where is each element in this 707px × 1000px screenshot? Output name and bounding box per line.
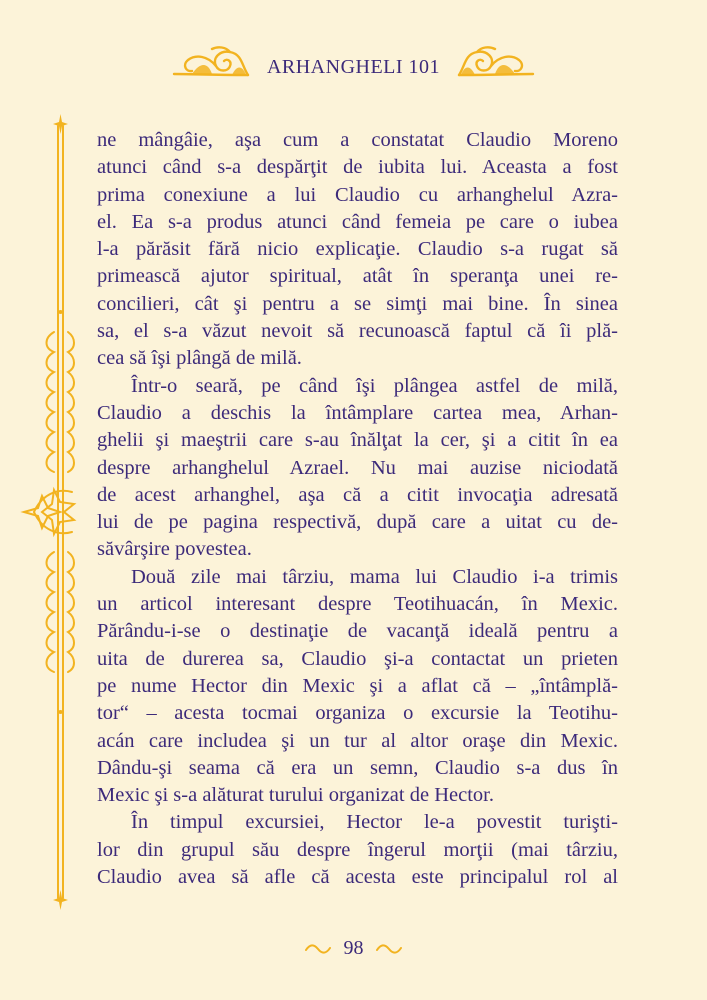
paragraph-3 bbox=[97, 564, 618, 810]
text-line: concilieri, cât şi pentru a se simţi mai bine. În sinea bbox=[97, 292, 618, 315]
text-line: atunci când s-a despărţit de iubita lui. Aceasta a fost bbox=[97, 156, 618, 179]
header-title: ARHANGHELI 101 bbox=[266, 56, 441, 78]
text-line: cea să îşi plângă de milă. bbox=[97, 347, 302, 370]
text-line: Dându-şi seama că era un semn, Claudio s-a dus în bbox=[97, 756, 618, 779]
running-header bbox=[0, 40, 707, 90]
text-line: l-a părăsit fără nicio explicaţie. Claudio s-a rugat să bbox=[97, 238, 618, 261]
text-line: el. Ea s-a produs atunci când femeia pe care o iubea bbox=[97, 210, 618, 233]
text-line: Într-o seară, pe când îşi plângea astfel de milă, bbox=[131, 374, 618, 397]
page-number: 98 bbox=[343, 937, 364, 959]
text-line: săvârşire povestea. bbox=[97, 538, 252, 561]
text-line: ghelii şi maeştrii care s-au înălţat la cer, şi a citit în ea bbox=[97, 429, 618, 452]
text-line: acán care includea şi un tur al altor oraşe din Mexic. bbox=[97, 729, 618, 752]
right-scroll-ornament-icon bbox=[457, 44, 535, 88]
paragraph-2 bbox=[97, 373, 618, 564]
text-line: Claudio a deschis la întâmplare cartea mea, Arhan- bbox=[97, 401, 618, 424]
text-line: sa, el s-a văzut nevoit să recunoască faptul că îi plă- bbox=[97, 320, 618, 343]
text-line: primească ajutor spiritual, atât în speranţa unei re- bbox=[97, 265, 618, 288]
text-line: un articol interesant despre Teotihuacán, în Mexic. bbox=[97, 593, 618, 616]
text-line: tor“ – acesta tocmai organiza o excursie la Teotihu- bbox=[97, 702, 618, 725]
paragraph-1 bbox=[97, 127, 618, 373]
text-line: ne mângâie, aşa cum a constatat Claudio Moreno bbox=[97, 129, 618, 151]
paragraph-4 bbox=[97, 809, 618, 891]
text-line: despre arhanghelul Azrael. Nu mai auzise niciodată bbox=[97, 456, 618, 479]
page-footer bbox=[0, 937, 707, 965]
side-border-ornament-icon bbox=[18, 112, 82, 912]
right-tilde-ornament-icon bbox=[376, 943, 402, 955]
text-line: Părându-i-se o destinaţie de vacanţă ideală pentru a bbox=[97, 620, 618, 643]
text-line: pe nume Hector din Mexic şi a aflat că – „întâmplă- bbox=[97, 674, 618, 697]
text-line: lui de pe pagina respectivă, după care a uitat cu de- bbox=[97, 511, 618, 534]
text-line: prima conexiune a lui Claudio cu arhanghelul Azra- bbox=[97, 183, 618, 206]
text-line: Mexic şi s-a alăturat turului organizat de Hector. bbox=[97, 784, 494, 807]
text-line: În timpul excursiei, Hector le-a povestit turişti- bbox=[131, 811, 618, 834]
text-line: de acest arhanghel, aşa că a citit invocaţia adresată bbox=[97, 483, 618, 506]
text-line: lor din grupul său despre îngerul morţii (mai târziu, bbox=[97, 838, 618, 861]
text-line: Două zile mai târziu, mama lui Claudio i-a trimis bbox=[131, 565, 618, 588]
body-text bbox=[97, 127, 618, 891]
text-line: uita de durerea sa, Claudio şi-a contactat un prieten bbox=[97, 647, 618, 670]
text-line: Claudio avea să afle că acesta este principalul rol al bbox=[97, 866, 618, 889]
